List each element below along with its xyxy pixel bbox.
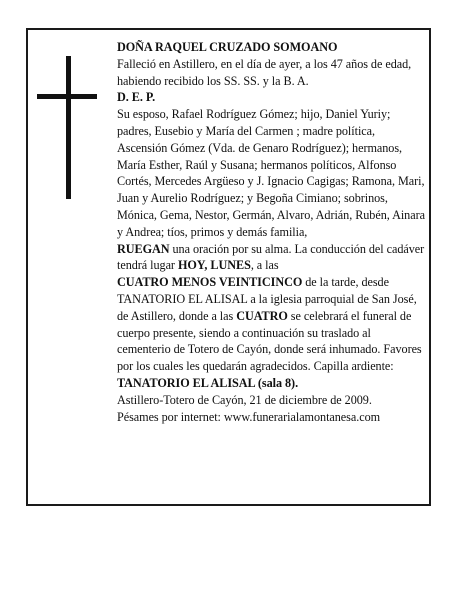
place-and-date: Astillero-Totero de Cayón, 21 de diciembre de 2009. [117,392,372,407]
deceased-name: DOÑA RAQUEL CRUZADO SOMOANO [117,40,338,54]
death-announcement: Falleció en Astillero, en el día de ayer, a los 47 años de edad, habiendo recibido los SS. SS. y la B. A. [117,56,412,88]
prayer-text: una oración por su alma. La conducción del cadáver tendrá lugar [117,241,425,273]
ceremony-details [117,241,427,375]
ceremony-day: HOY, LUNES [177,258,251,273]
dep-label: D. E. P. [117,90,156,105]
condolences-info: Pésames por internet: www.funerarialamontanesa.com [117,409,381,424]
obituary-notice [26,28,431,506]
notice-text [117,39,427,425]
route-text: de la tarde, desde TANATORIO EL ALISAL a la iglesia parroquial de San José, de Astillero, donde a las [117,275,417,323]
funeral-text: se celebrará el funeral de cuerpo presente, siendo a continuación su traslado al cementerio de Totero de Cayón, donde será inhumado. Favores por los cuales les quedarán agradecidos. Capilla ardiente: [117,308,422,374]
time-prefix: , a las [250,258,279,273]
cross-vertical-bar [66,56,71,199]
funeral-time: CUATRO [236,308,288,323]
ceremony-time: CUATRO MENOS VEINTICINCO [117,275,303,290]
chapel-location: TANATORIO EL ALISAL (sala 8). [117,375,299,390]
family-list: Su esposo, Rafael Rodríguez Gómez; hijo, Daniel Yuriy; padres, Eusebio y María del Carmen ; madre política, Ascensión Gómez (Vda. de Genaro Rodríguez); hermanos, María Esther, Raúl y Susana; hermanos políticos, Alfonso Cortés, Mercedes Argüeso y J. Ignacio Cagigas; Ramona, Mari, Juan y Aurelio Rodríguez; y Begoña Cimiano; sobrinos, Mónica, Gema, Nestor, Germán, Alvaro, Adrián, Rubén, Ainara y Andrea; tíos, primos y demás familia, [117,107,425,239]
ruegan-label: RUEGAN [117,241,170,256]
cross-horizontal-bar [37,94,97,99]
